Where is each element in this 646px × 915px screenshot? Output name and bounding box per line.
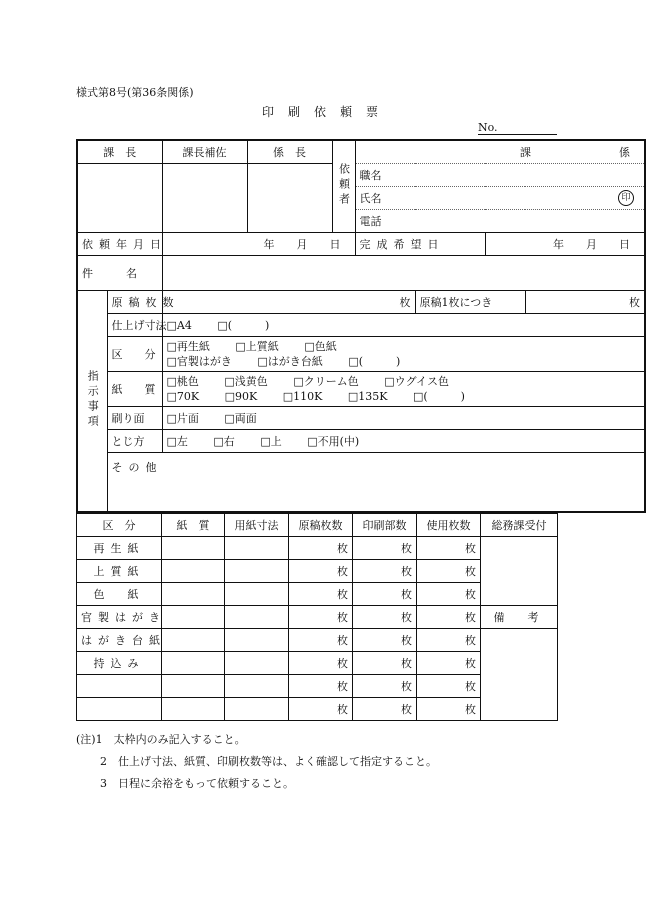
usage-count-cell[interactable]: 枚 (289, 629, 353, 652)
option-fine-paper[interactable]: □上質紙 (235, 340, 279, 353)
request-date-field[interactable]: 年 月 日 (162, 233, 355, 256)
per-manuscript-field[interactable]: 枚 (525, 291, 645, 314)
binding-label: とじ方 (107, 430, 162, 453)
general-affairs-receipt-box[interactable] (481, 537, 558, 606)
instructions-label: 指示事項 (77, 291, 107, 513)
usage-size-cell[interactable] (225, 537, 289, 560)
option-weight-other[interactable]: □( ) (412, 390, 465, 403)
binding-options[interactable] (162, 430, 645, 453)
note-1: (注)1 太枠内のみ記入すること。 (76, 733, 246, 746)
option-90k[interactable]: □90K (224, 390, 258, 403)
usage-size-cell[interactable] (225, 698, 289, 721)
usage-header-cell: 紙 質 (162, 514, 225, 537)
usage-count-cell[interactable]: 枚 (289, 560, 353, 583)
desired-date-field[interactable]: 年 月 日 (485, 233, 645, 256)
usage-count-cell[interactable]: 枚 (353, 583, 417, 606)
manuscript-count-field[interactable]: 枚 (162, 291, 415, 314)
usage-size-cell[interactable] (225, 606, 289, 629)
usage-count-cell[interactable]: 枚 (417, 652, 481, 675)
usage-quality-cell[interactable] (162, 629, 225, 652)
print-side-label: 刷り面 (107, 407, 162, 430)
option-bind-right[interactable]: □右 (213, 435, 235, 448)
option-category-other[interactable]: □( ) (348, 355, 401, 368)
name-field[interactable]: 氏名 印 (355, 187, 645, 210)
usage-table (76, 513, 558, 721)
usage-quality-cell[interactable] (162, 583, 225, 606)
option-size-other[interactable]: □( ) (217, 319, 270, 332)
usage-header-cell: 使用枚数 (417, 514, 481, 537)
finish-size-label: 仕上げ寸法 (107, 314, 162, 337)
usage-count-cell[interactable]: 枚 (417, 560, 481, 583)
per-manuscript-label: 原稿1枚につき (415, 291, 525, 314)
request-date-label: 依頼年月日 (77, 233, 162, 256)
usage-size-cell[interactable] (225, 675, 289, 698)
option-double-side[interactable]: □両面 (224, 412, 257, 425)
approval-stamp-box-1[interactable] (77, 164, 162, 233)
table-row (77, 537, 558, 560)
table-row (77, 629, 558, 652)
usage-count-cell[interactable]: 枚 (289, 537, 353, 560)
usage-count-cell[interactable]: 枚 (353, 629, 417, 652)
request-form-table (76, 139, 646, 513)
usage-quality-cell[interactable] (162, 698, 225, 721)
table-row (77, 606, 558, 629)
approval-col-head-3: 係 長 (247, 140, 332, 164)
option-colored[interactable]: □色紙 (304, 340, 337, 353)
print-side-options[interactable] (162, 407, 645, 430)
usage-count-cell[interactable]: 枚 (289, 606, 353, 629)
form-no-field[interactable] (478, 121, 557, 135)
usage-count-cell[interactable]: 枚 (417, 629, 481, 652)
other-field[interactable] (107, 453, 645, 513)
usage-count-cell[interactable]: 枚 (417, 537, 481, 560)
approval-col-head-1: 課 長 (77, 140, 162, 164)
usage-size-cell[interactable] (225, 629, 289, 652)
no-label: No. (478, 121, 498, 134)
form-title: 印刷依頼票 (262, 105, 393, 119)
subject-field[interactable] (162, 256, 645, 291)
notes (76, 731, 437, 797)
paper-quality-label: 紙 質 (107, 372, 162, 407)
remarks-box[interactable] (481, 629, 558, 721)
option-pink[interactable]: □桃色 (166, 375, 199, 388)
paper-quality-options[interactable] (162, 372, 645, 407)
usage-count-cell[interactable]: 枚 (417, 698, 481, 721)
usage-count-cell[interactable]: 枚 (417, 606, 481, 629)
option-bind-top[interactable]: □上 (260, 435, 282, 448)
approval-col-head-2: 課長補佐 (162, 140, 247, 164)
phone-field[interactable]: 電話 (355, 210, 645, 233)
usage-header-cell: 原稿枚数 (289, 514, 353, 537)
option-bind-left[interactable]: □左 (166, 435, 188, 448)
form-number: 様式第8号(第36条関係) (76, 86, 194, 99)
usage-category-cell: 官製はがき (77, 606, 162, 629)
usage-count-cell[interactable]: 枚 (289, 675, 353, 698)
option-bind-none[interactable]: □不用(中) (307, 435, 360, 448)
requester-label: 依頼者 (332, 140, 355, 233)
usage-count-cell[interactable]: 枚 (353, 652, 417, 675)
option-a4[interactable]: □A4 (166, 319, 192, 332)
usage-count-cell[interactable]: 枚 (289, 652, 353, 675)
usage-count-cell[interactable]: 枚 (353, 606, 417, 629)
usage-header-row (77, 514, 558, 537)
usage-count-cell[interactable]: 枚 (417, 583, 481, 606)
usage-count-cell[interactable]: 枚 (417, 675, 481, 698)
usage-quality-cell[interactable] (162, 606, 225, 629)
category-options[interactable] (162, 337, 645, 372)
usage-count-cell[interactable]: 枚 (289, 698, 353, 721)
dept-line[interactable]: 課 係 (355, 140, 645, 164)
option-110k[interactable]: □110K (282, 390, 323, 403)
manuscript-count-label: 原稿枚数 (107, 291, 162, 314)
finish-size-options[interactable] (162, 314, 645, 337)
approval-stamp-box-3[interactable] (247, 164, 332, 233)
usage-category-cell: 再生紙 (77, 537, 162, 560)
usage-header-cell: 用紙寸法 (225, 514, 289, 537)
usage-quality-cell[interactable] (162, 560, 225, 583)
remarks-label: 備 考 (481, 606, 558, 629)
approval-stamp-box-2[interactable] (162, 164, 247, 233)
option-postcard-mount[interactable]: □はがき台紙 (257, 355, 323, 368)
usage-quality-cell[interactable] (162, 537, 225, 560)
usage-header-cell: 印刷部数 (353, 514, 417, 537)
option-olive[interactable]: □ウグイス色 (384, 375, 449, 388)
usage-category-cell: はがき台紙 (77, 629, 162, 652)
usage-count-cell[interactable]: 枚 (353, 698, 417, 721)
usage-quality-cell[interactable] (162, 675, 225, 698)
note-2: 2 仕上げ寸法、紙質、印刷枚数等は、よく確認して指定すること。 (100, 755, 437, 768)
usage-header-cell: 区 分 (77, 514, 162, 537)
option-single-side[interactable]: □片面 (166, 412, 199, 425)
usage-quality-cell[interactable] (162, 652, 225, 675)
usage-count-cell[interactable]: 枚 (353, 675, 417, 698)
usage-category-cell (77, 675, 162, 698)
usage-category-cell (77, 698, 162, 721)
category-label: 区 分 (107, 337, 162, 372)
usage-count-cell[interactable]: 枚 (289, 583, 353, 606)
job-title-field[interactable]: 職名 (355, 164, 645, 187)
option-cream[interactable]: □クリーム色 (293, 375, 359, 388)
option-70k[interactable]: □70K (166, 390, 200, 403)
usage-size-cell[interactable] (225, 583, 289, 606)
desired-date-label: 完成希望日 (355, 233, 485, 256)
usage-size-cell[interactable] (225, 652, 289, 675)
seal-icon: 印 (618, 190, 634, 206)
other-label: その他 (111, 461, 163, 474)
usage-count-cell[interactable]: 枚 (353, 560, 417, 583)
option-recycled[interactable]: □再生紙 (166, 340, 210, 353)
usage-count-cell[interactable]: 枚 (353, 537, 417, 560)
option-135k[interactable]: □135K (347, 390, 388, 403)
usage-header-cell: 総務課受付 (481, 514, 558, 537)
note-3: 3 日程に余裕をもって依頼すること。 (100, 777, 294, 790)
usage-category-cell: 上質紙 (77, 560, 162, 583)
usage-size-cell[interactable] (225, 560, 289, 583)
usage-category-cell: 持込み (77, 652, 162, 675)
option-light-yellow[interactable]: □浅黄色 (224, 375, 268, 388)
option-postcard[interactable]: □官製はがき (166, 355, 232, 368)
subject-label: 件 名 (77, 256, 162, 291)
usage-category-cell: 色 紙 (77, 583, 162, 606)
